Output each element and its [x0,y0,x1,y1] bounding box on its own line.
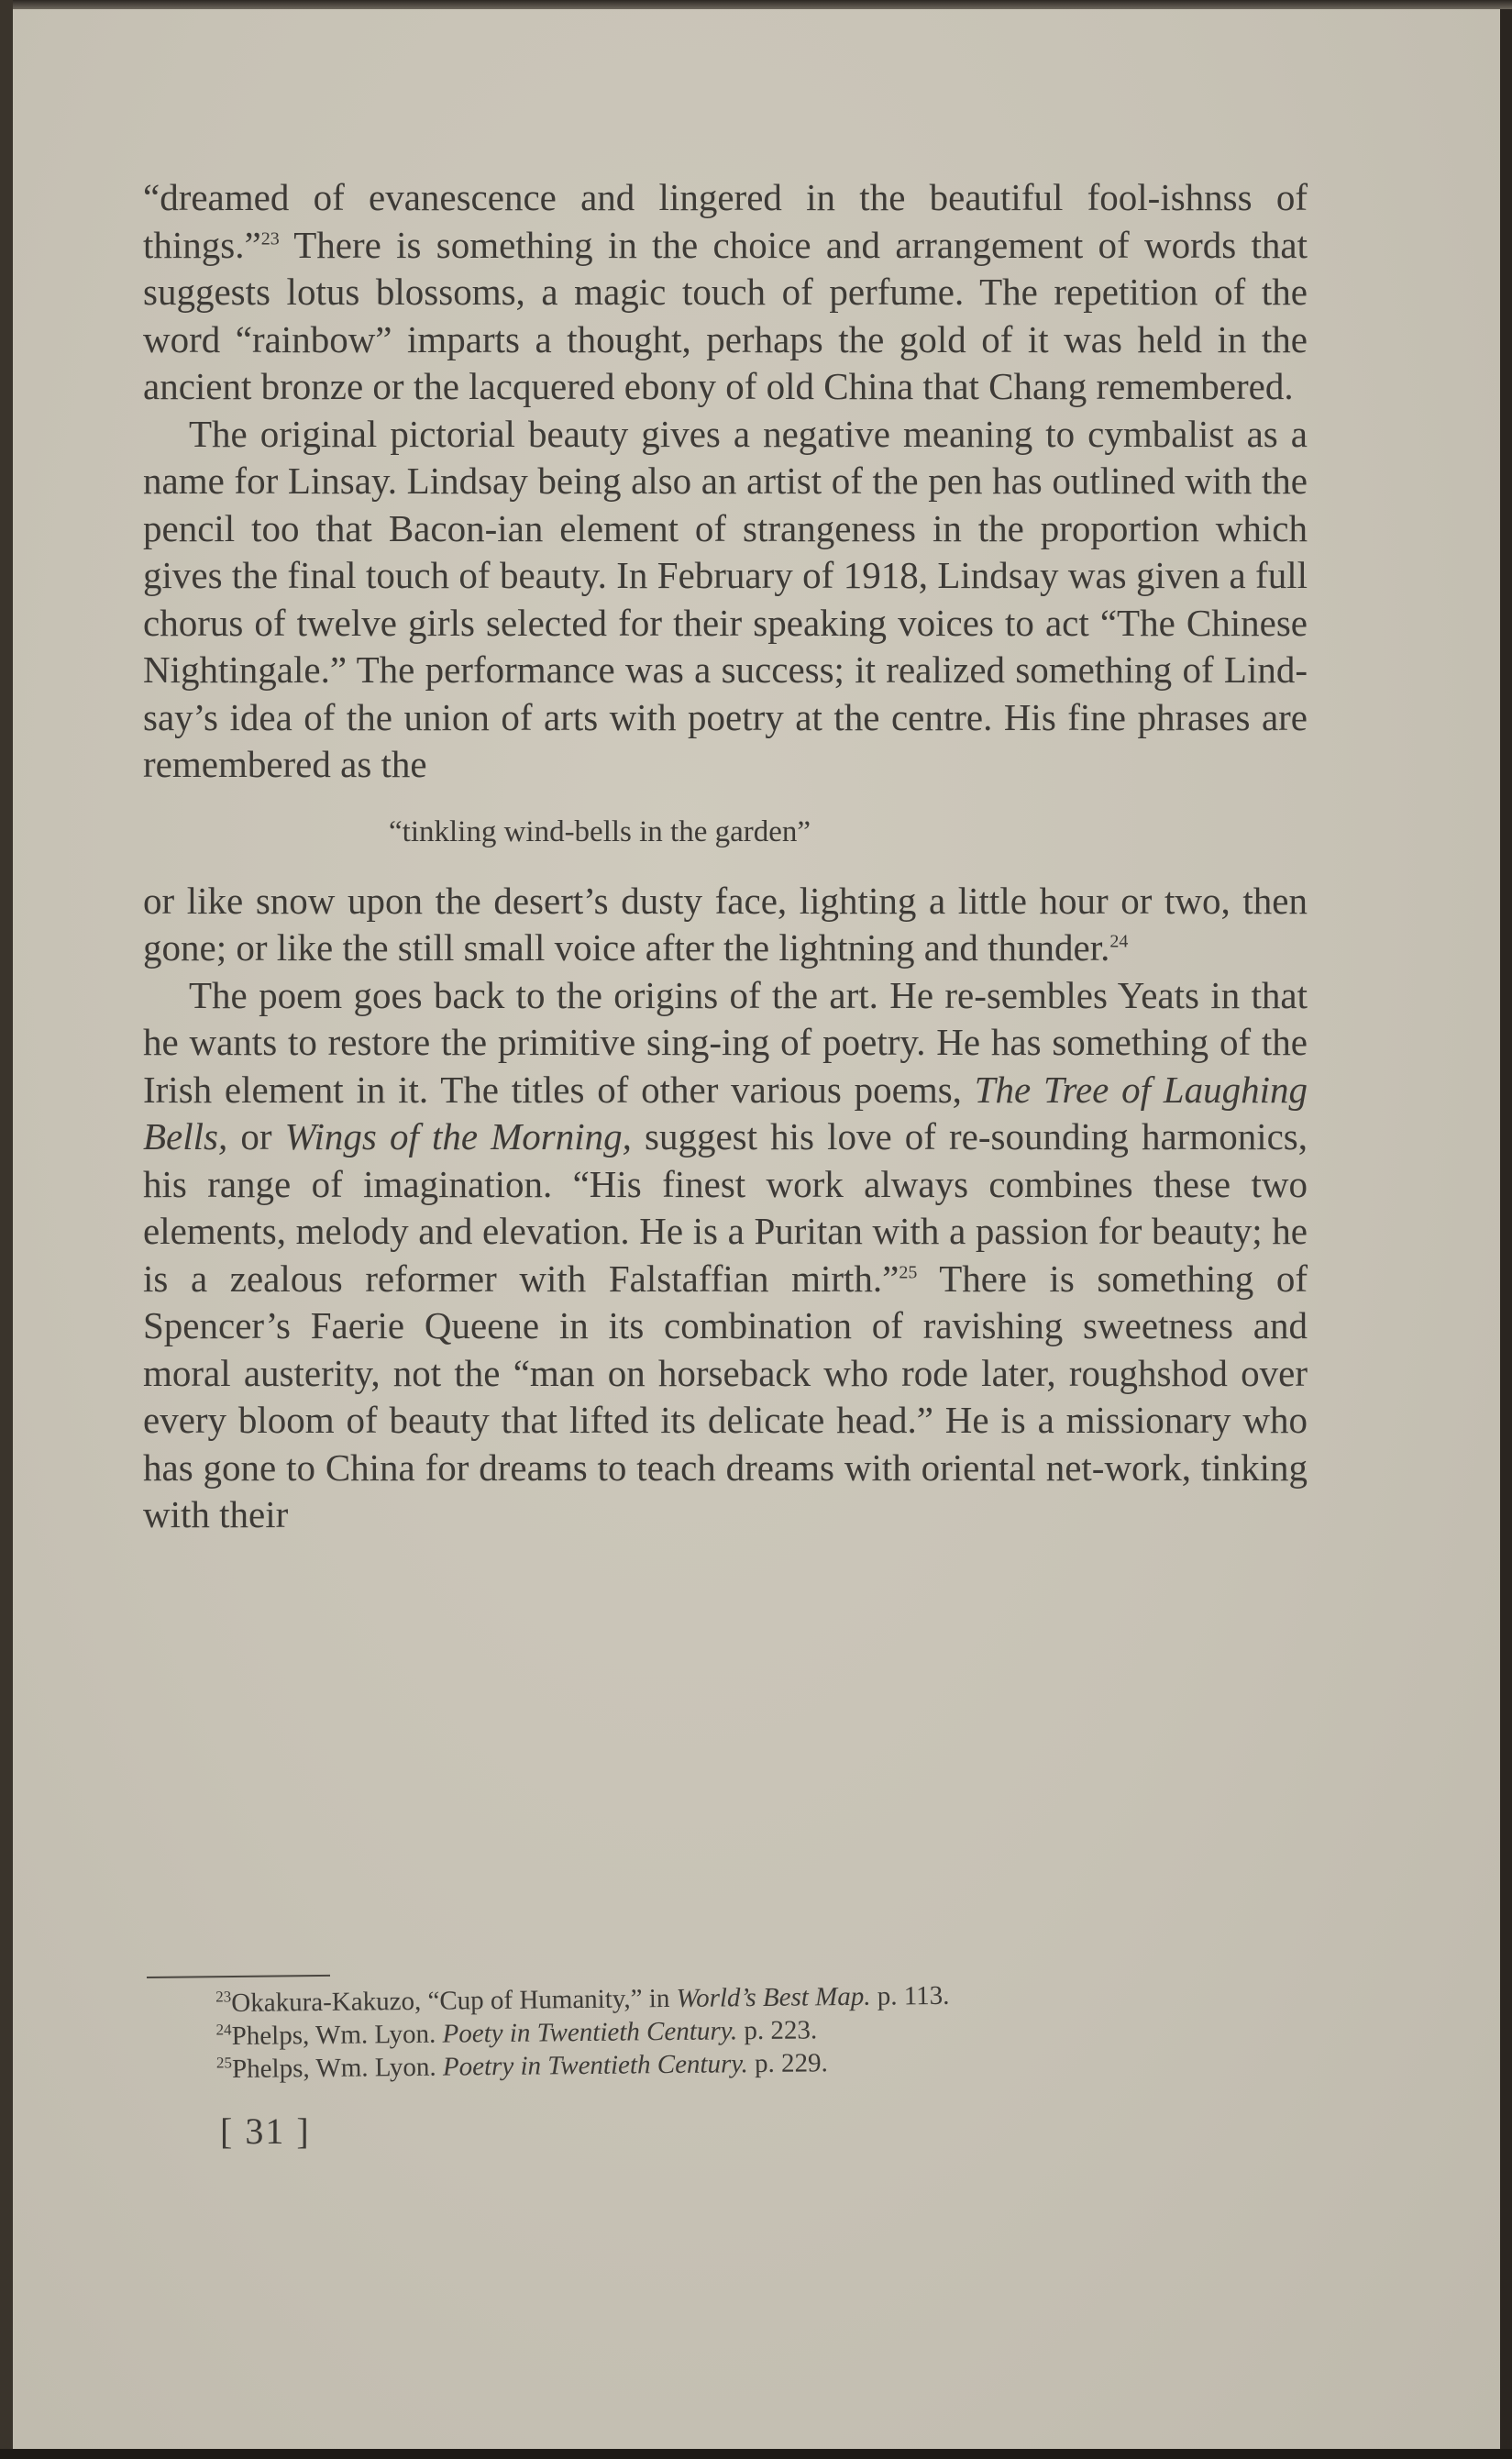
footnote-page: p. 223. [737,2015,818,2046]
paragraph-2-text: The original pictorial beauty gives a negative meaning to cymbalist as a name for Linsay. Lindsay being also an artist of the pen has outlined with the pencil too that Bacon-ian element of strangeness in the proportion which gives the final touch of beauty. In February of 1918, Lindsay was given a full chorus of twelve girls selected for their speaking voices to act “The Chinese Nightingale.” The performance was a success; it realized something of Lind-say’s idea of the union of arts with poetry at the centre. His fine phrases are remembered as the [143,412,1308,785]
paragraph-2 [143,411,1308,789]
paragraph-1 [143,174,1308,411]
body-text [143,174,1308,1539]
footnote-number: 24 [215,2021,232,2039]
footnote-source: Poetry in Twentieth Century. [442,2049,748,2082]
paragraph-4-text-a: The poem goes back to the origins of the art. He re-sembles Yeats in that he wants to restore the primitive sing-ing of poetry. He has something of the Irish element in it. The titles of other various poems, [143,973,1308,1111]
paragraph-3-text: or like snow upon the desert’s dusty face, lighting a little hour or two, then gone; or like the still small voice after the lightning and thunder. [143,879,1308,969]
paragraph-4-text-b: or [227,1115,285,1158]
paragraph-3 [143,878,1308,972]
footnote-page: p. 229. [747,2048,828,2079]
footnote-ref-24: 24 [1109,931,1129,952]
paragraph-1-text-b: There is something in the choice and arrangement of words that suggests lotus blossoms, a magic touch of perfume. The repetition of the word “rainbow” imparts a thought, perhaps the gold of it was held in the ancient bronze or the lacquered ebony of old China that Chang remembered. [143,223,1308,407]
footnote-source: Poety in Twentieth Century. [442,2016,738,2049]
footnote-ref-23: 23 [260,227,280,249]
footnote-ref-25: 25 [899,1261,918,1282]
footnote-text: Phelps, Wm. Lyon. [231,2052,444,2085]
page-number: [ 31 ] [220,2110,311,2152]
paragraph-4-text-c: suggest his love of re-sounding harmonics, his range of imagination. “His finest work always combines these two elements, melody and elevation. He is a Puritan with a passion for beauty; he is a zealous reformer with Falstaffian mirth.” [143,1115,1308,1300]
footnote-number: 25 [215,2054,233,2072]
footnote-text: Phelps, Wm. Lyon. [231,2019,443,2052]
block-quote: “tinkling wind-bells in the garden” [389,814,811,848]
poem-title-wings-of-the-morning: Wings of the Morning, [284,1115,632,1158]
paragraph-4 [143,972,1308,1539]
scan-top-edge [0,0,1512,9]
poem-title-tree-of-laughing-bells: The Tree of Laughing Bells, [143,1068,1308,1158]
footnotes [147,1965,1303,2087]
scan-left-edge [0,0,13,2459]
paragraph-4-text-d: There is something of Spencer’s Faerie Queene in its combination of ravishing sweetness and moral austerity, not the “man on horseback who rode later, roughshod over every bloom of beauty that lifted its delicate head.” He is a missionary who has gone to China for dreams to teach dreams with oriental net-work, tinking with their [143,1257,1308,1535]
paragraph-1-text-a: “dreamed of evanescence and lingered in the beautiful fool-ishnss of things.” [143,176,1308,266]
footnote-text: Okakura-Kakuzo, “Cup of Humanity,” in [231,1983,677,2019]
scan-bottom-edge [0,2449,1512,2459]
footnote-number: 23 [215,1988,232,2006]
footnote-page: p. 113. [870,1980,950,2011]
footnote-source: World’s Best Map. [676,1981,871,2013]
